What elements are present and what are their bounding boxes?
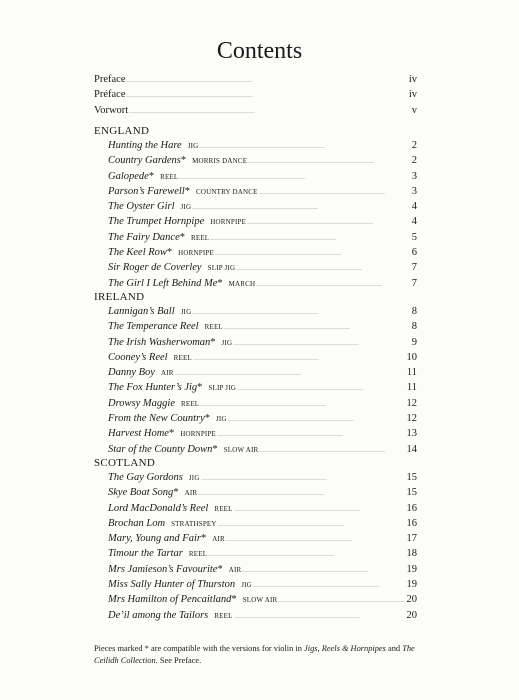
dot-leader [215, 246, 411, 261]
toc-page: 15 [406, 487, 417, 499]
toc-title: Danny Boy [108, 367, 155, 379]
dance-type: HORNPIPE [180, 430, 217, 439]
toc-row[interactable] [94, 319, 417, 334]
dance-type: AIR [160, 369, 174, 378]
dance-type: JIG [180, 203, 192, 212]
toc-title: Skye Boat Song [108, 487, 174, 499]
section [94, 456, 417, 623]
toc-row[interactable] [94, 577, 417, 592]
toc-title: Mrs Jamieson’s Favourite [108, 563, 218, 575]
dance-type: REEL [188, 550, 208, 559]
compatibility-mark: * [166, 247, 173, 259]
dot-leader [198, 486, 405, 501]
dot-leader [226, 532, 406, 547]
dot-leader [208, 547, 405, 562]
dance-type: REEL [214, 504, 233, 513]
dot-leader [253, 578, 406, 593]
toc-title: Miss Sally Hunter of Thurston [108, 579, 236, 591]
toc-page: 8 [411, 306, 417, 317]
toc-page: 8 [411, 321, 417, 333]
dot-leader [242, 563, 405, 578]
toc-title: Brochan Lom [108, 517, 166, 529]
section-heading: SCOTLAND [94, 457, 156, 469]
toc-row[interactable] [94, 546, 417, 561]
toc-title: The Irish Washerwoman [108, 336, 211, 348]
footnote-text: and [385, 644, 403, 653]
toc-page: 13 [406, 428, 417, 440]
toc-row[interactable] [94, 608, 417, 623]
toc-row[interactable] [94, 485, 417, 500]
dance-type: JIG [221, 338, 233, 347]
toc-row[interactable] [94, 516, 417, 531]
toc-title: Mary, Young and Fair [108, 533, 201, 545]
toc-row[interactable] [94, 592, 417, 607]
toc-page: 5 [411, 231, 417, 243]
dance-type: SLIP JIG [207, 264, 236, 273]
toc-row[interactable] [94, 103, 417, 118]
toc-row[interactable] [94, 442, 417, 457]
dot-leader [233, 336, 410, 351]
toc-title: The Keel Row [108, 247, 167, 259]
compatibility-mark: * [217, 277, 223, 289]
toc-title: Galopede [108, 170, 149, 182]
toc-title: The Temperance Reel [108, 321, 199, 333]
toc-page: 2 [411, 155, 417, 167]
dance-type: MORRIS DANCE [192, 157, 248, 166]
compatibility-mark: * [231, 594, 237, 606]
toc-title: The Oyster Girl [108, 201, 175, 213]
toc-row[interactable] [94, 153, 417, 168]
dot-leader [199, 139, 410, 154]
toc-row[interactable] [94, 276, 417, 291]
toc-title: From the New Country [108, 413, 205, 425]
toc-page: 17 [406, 533, 417, 545]
toc-page: 7 [411, 277, 417, 289]
toc-row[interactable] [94, 531, 417, 546]
toc-title: Lord MacDonald’s Reel [108, 502, 209, 514]
dance-type: JIG [180, 308, 192, 316]
dot-leader [192, 200, 411, 215]
toc-page: v [411, 104, 417, 116]
dot-leader [228, 412, 406, 427]
dot-leader [192, 305, 410, 320]
compatibility-mark: * [210, 336, 216, 348]
toc-page: 3 [411, 185, 417, 197]
toc-row[interactable] [94, 562, 417, 577]
toc-page: iv [408, 74, 417, 85]
toc-row[interactable] [94, 230, 417, 245]
toc-row[interactable] [94, 350, 417, 365]
dance-type: HORNPIPE [210, 218, 247, 227]
toc-page: 14 [406, 443, 417, 455]
compatibility-mark: * [179, 231, 185, 243]
toc-row[interactable] [94, 245, 417, 260]
dot-leader [179, 170, 410, 185]
dance-type: REEL [180, 399, 200, 408]
compatibility-mark: * [200, 533, 207, 545]
section [94, 124, 417, 291]
dot-leader [259, 185, 411, 200]
toc-title: De’il among the Tailors [108, 609, 209, 621]
toc-title: Harvest Home [108, 428, 169, 440]
toc-title: The Trumpet Hornpipe [108, 216, 205, 228]
footnote-text: . See Preface. [155, 655, 202, 665]
toc-title: Hunting the Hare [108, 140, 182, 151]
toc-title: The Girl I Left Behind Me [108, 277, 218, 289]
toc-title: The Fox Hunter’s Jig [108, 382, 198, 394]
dot-leader [126, 88, 407, 103]
footnote-book-title: The Ceilidh Collection [94, 644, 415, 665]
dance-type: REEL [214, 611, 233, 620]
compatibility-mark: * [180, 155, 187, 167]
dot-leader [237, 381, 406, 396]
toc-title: Vorwort [94, 104, 129, 116]
footnote-text: Pieces marked * are compatible with the versions for violin in [94, 644, 305, 653]
toc-page: 11 [406, 367, 417, 379]
dot-leader [236, 261, 411, 276]
dot-leader [217, 427, 405, 442]
dot-leader [234, 609, 406, 624]
toc-title: Timour the Tartar [108, 548, 183, 560]
page-title: Contents [216, 38, 303, 64]
toc-page: 4 [411, 201, 417, 213]
toc-title: The Fairy Dance [108, 231, 180, 243]
toc-page: 3 [411, 170, 417, 182]
compatibility-mark: * [197, 382, 203, 394]
toc-page: 6 [411, 247, 417, 259]
dot-leader [126, 73, 407, 88]
toc-row[interactable] [94, 426, 417, 441]
toc-row[interactable] [94, 335, 417, 350]
toc-title: Mrs Hamilton of Pencaitland [108, 594, 232, 606]
dot-leader [248, 154, 411, 169]
toc-row[interactable] [94, 87, 417, 102]
toc-page: 16 [406, 517, 417, 529]
dance-type: STRATHSPEY [171, 519, 217, 528]
toc-row[interactable] [94, 260, 417, 275]
toc-title: Country Gardens [108, 155, 181, 167]
toc-title: Cooney’s Reel [108, 351, 168, 363]
dot-leader [224, 320, 411, 335]
toc-title: Préface [94, 89, 126, 101]
toc-page: 19 [406, 563, 417, 575]
toc-row[interactable] [94, 396, 417, 411]
dot-leader [278, 593, 405, 608]
dance-type: AIR [228, 565, 242, 574]
compatibility-mark: * [148, 170, 155, 182]
toc-row[interactable] [94, 380, 417, 395]
toc-row[interactable] [94, 214, 417, 229]
dot-leader [201, 471, 406, 486]
toc-page: 20 [406, 609, 417, 621]
toc-page: 20 [406, 594, 417, 606]
toc-page: 2 [411, 140, 417, 151]
dot-leader [200, 397, 405, 412]
dot-leader [129, 104, 411, 119]
toc-title: Lannigan’s Ball [108, 306, 175, 317]
dance-type: REEL [173, 353, 192, 362]
dance-type: REEL [160, 172, 179, 181]
toc-row[interactable] [94, 184, 417, 199]
toc-page: 16 [406, 502, 417, 514]
compatibility-mark: * [204, 413, 210, 425]
dance-type: REEL [204, 323, 223, 332]
dance-type: MARCH [228, 279, 256, 288]
dot-leader [175, 366, 406, 381]
dance-type: JIG [187, 142, 199, 150]
footnote [94, 643, 424, 666]
toc-title: Preface [94, 74, 126, 85]
preface-list [94, 72, 417, 118]
dance-type: JIG [215, 415, 227, 424]
compatibility-mark: * [212, 443, 218, 455]
dot-leader [193, 351, 406, 366]
toc-page: 12 [406, 397, 417, 409]
toc-row[interactable] [94, 199, 417, 214]
dance-type: COUNTRY DANCE [195, 187, 258, 196]
dot-leader [218, 517, 406, 532]
dance-type: REEL [190, 233, 210, 242]
toc-page: 7 [411, 262, 417, 274]
dot-leader [247, 215, 411, 230]
toc-title: Parson’s Farewell [108, 185, 185, 197]
dance-type: AIR [184, 489, 198, 498]
dot-leader [234, 502, 406, 517]
toc-page: 4 [411, 216, 417, 228]
toc-page: 19 [406, 579, 417, 591]
toc-page: 11 [406, 382, 417, 394]
dance-type: JIG [241, 581, 252, 590]
toc-row[interactable] [94, 365, 417, 380]
compatibility-mark: * [184, 185, 190, 197]
compatibility-mark: * [173, 487, 179, 499]
toc-title: The Gay Gordons [108, 472, 183, 483]
dot-leader [210, 231, 410, 246]
footnote-book-title: Jigs, Reels & Hornpipes [304, 644, 386, 653]
toc-row[interactable] [94, 304, 417, 319]
toc-row[interactable] [94, 169, 417, 184]
compatibility-mark: * [168, 428, 175, 440]
dance-type: SLIP JIG [208, 384, 236, 393]
toc-page: 18 [406, 548, 417, 560]
toc-row[interactable] [94, 470, 417, 485]
section-heading: ENGLAND [94, 125, 150, 137]
toc-page: 9 [411, 336, 417, 348]
toc-title: Sir Roger de Coverley [108, 262, 202, 274]
toc-page: 10 [406, 351, 417, 363]
dance-type: AIR [212, 535, 225, 544]
section [94, 290, 417, 457]
toc-page: 12 [406, 413, 417, 425]
compatibility-mark: * [217, 563, 223, 575]
section-heading: IRELAND [94, 291, 145, 303]
toc-row[interactable] [94, 72, 417, 87]
dance-type: JIG [188, 474, 200, 482]
toc-row[interactable] [94, 411, 417, 426]
toc-title: Drowsy Maggie [108, 397, 175, 409]
toc-row[interactable] [94, 501, 417, 516]
toc-title: Star of the County Down [108, 443, 213, 455]
toc-page: iv [408, 89, 417, 101]
dance-type: SLOW AIR [223, 445, 259, 454]
dance-type: SLOW AIR [242, 596, 278, 605]
toc-page: 15 [406, 472, 417, 483]
dance-type: HORNPIPE [178, 249, 214, 258]
toc-row[interactable] [94, 138, 417, 153]
